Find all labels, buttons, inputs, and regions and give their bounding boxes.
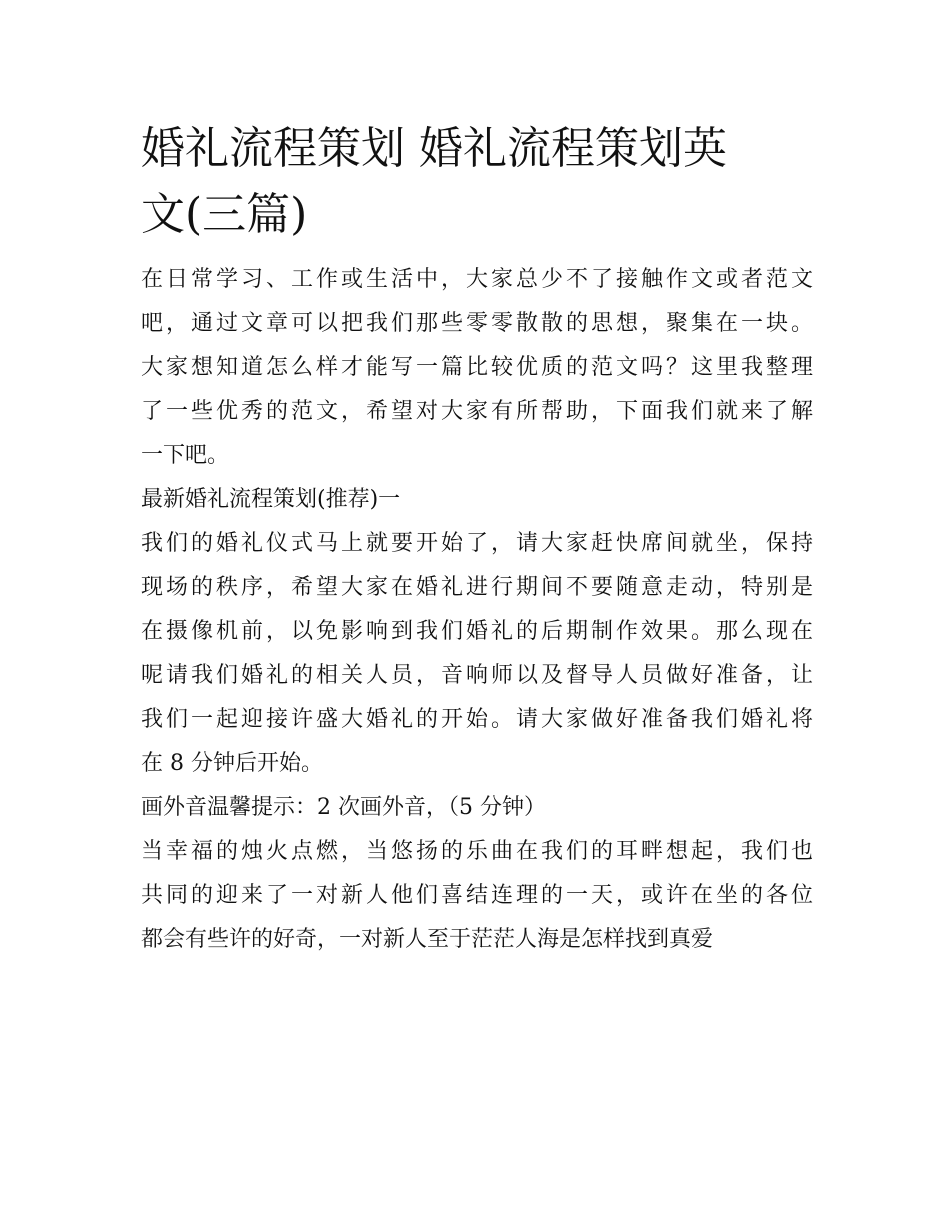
para1-line-6: 在 8 分钟后开始。 bbox=[141, 751, 323, 776]
intro-paragraph bbox=[141, 258, 813, 478]
body-paragraph-2 bbox=[141, 830, 813, 962]
document-title bbox=[141, 116, 813, 248]
intro-line-3: 大家想知道怎么样才能写一篇比较优质的范文吗？这里我整理 bbox=[141, 355, 813, 380]
para1-line-2: 现场的秩序，希望大家在婚礼进行期间不要随意走动，特别是 bbox=[141, 575, 813, 600]
title-line-1: 婚礼流程策划 婚礼流程策划英 bbox=[141, 123, 727, 174]
para1-line-4: 呢请我们婚礼的相关人员，音响师以及督导人员做好准备，让 bbox=[141, 663, 813, 688]
section-heading-block bbox=[141, 478, 813, 522]
para2-line-3: 都会有些许的好奇，一对新人至于茫茫人海是怎样找到真爱 bbox=[141, 927, 714, 952]
para2-line-1: 当幸福的烛火点燃，当悠扬的乐曲在我们的耳畔想起，我们也 bbox=[141, 839, 813, 864]
section-heading: 最新婚礼流程策划(推荐)一 bbox=[141, 487, 401, 512]
note-line: 画外音温馨提示：2 次画外音，（5 分钟） bbox=[141, 795, 546, 820]
document-content bbox=[141, 116, 813, 962]
intro-line-4: 了一些优秀的范文，希望对大家有所帮助，下面我们就来了解 bbox=[141, 399, 813, 424]
body-paragraph-1 bbox=[141, 522, 813, 786]
para1-line-5: 我们一起迎接许盛大婚礼的开始。请大家做好准备我们婚礼将 bbox=[141, 707, 813, 732]
para2-line-2: 共同的迎来了一对新人他们喜结连理的一天，或许在坐的各位 bbox=[141, 883, 813, 908]
intro-line-5: 一下吧。 bbox=[141, 443, 230, 468]
para1-line-3: 在摄像机前，以免影响到我们婚礼的后期制作效果。那么现在 bbox=[141, 619, 813, 644]
intro-line-1: 在日常学习、工作或生活中，大家总少不了接触作文或者范文 bbox=[141, 267, 813, 292]
intro-line-2: 吧，通过文章可以把我们那些零零散散的思想，聚集在一块。 bbox=[141, 311, 813, 336]
note-block bbox=[141, 786, 813, 830]
title-line-2: 文(三篇) bbox=[141, 189, 308, 240]
para1-line-1: 我们的婚礼仪式马上就要开始了，请大家赶快席间就坐，保持 bbox=[141, 531, 813, 556]
